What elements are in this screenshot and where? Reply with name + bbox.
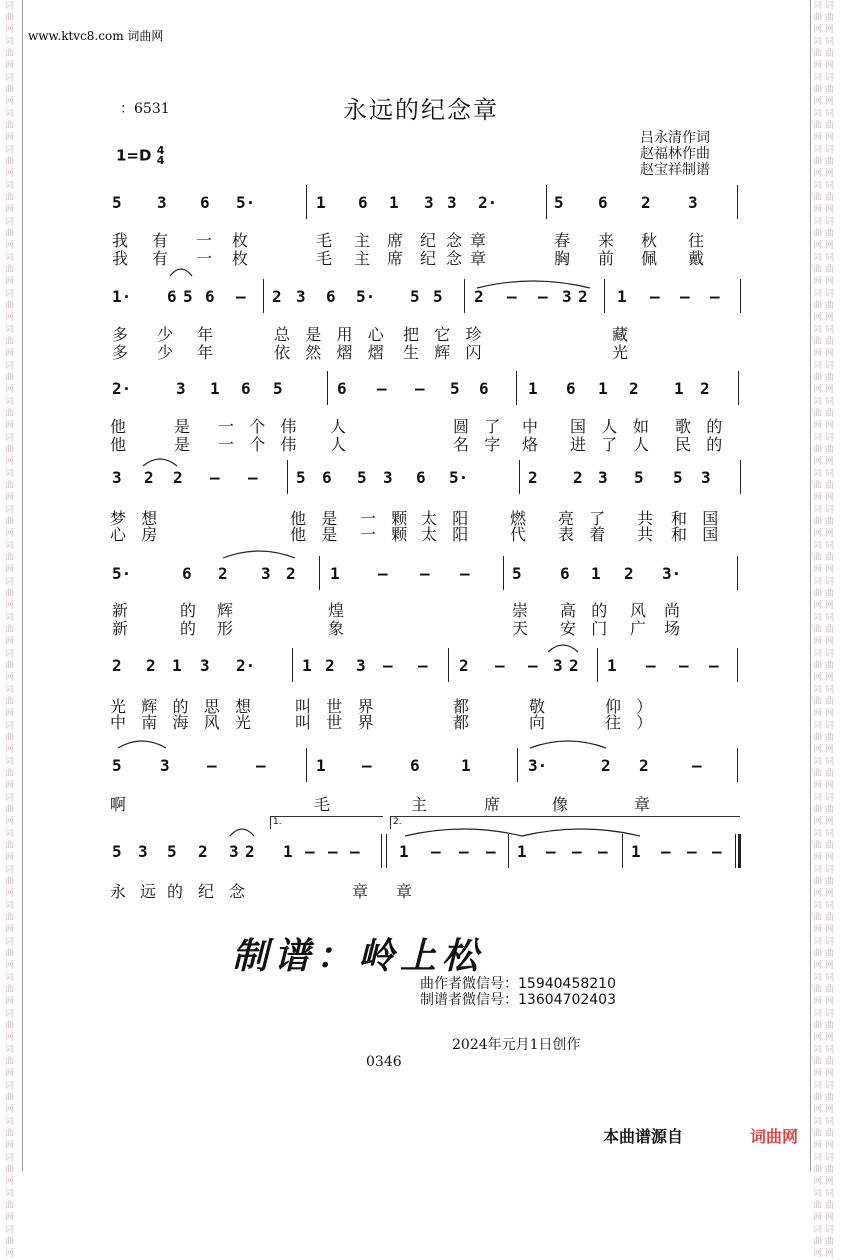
lyric-verse-1: 尚 xyxy=(664,601,681,620)
lyric-verse-2: 共 xyxy=(637,525,654,544)
score-note: 5 xyxy=(433,287,443,306)
score-note: 2 xyxy=(528,468,538,487)
score-note: 2 xyxy=(624,564,634,583)
score-note: 3 xyxy=(562,287,572,306)
score-note: 2 xyxy=(286,564,296,583)
lyric-verse-2: 代 xyxy=(510,525,527,544)
score-note: 5 xyxy=(112,842,122,861)
lyric-verse-1: 念 xyxy=(446,231,463,250)
score-note: 3 xyxy=(424,193,434,212)
slur xyxy=(477,281,590,288)
score-note: – xyxy=(692,756,702,775)
lyric-verse-2: 心 房 xyxy=(110,525,158,544)
lyric-verse-2: 主 xyxy=(354,249,371,268)
score-note: 3 xyxy=(229,842,239,861)
lyric-verse-2: 戴 xyxy=(688,249,705,268)
lyric-verse-1: 春 xyxy=(554,231,571,250)
lyric-verse-1: 多 xyxy=(112,325,129,344)
score-note: 1 xyxy=(302,656,312,675)
page-number: 0346 xyxy=(366,1054,402,1070)
score-note: 1 xyxy=(461,756,471,775)
lyric-verse-2: 人 xyxy=(633,435,650,454)
lyric-verse-1: 仰 ） xyxy=(605,697,653,716)
lyric-verse-1: 毛 xyxy=(316,231,333,250)
lyric-verse-1: 叫 世 界 xyxy=(295,697,374,716)
score-note: 2· xyxy=(236,656,256,675)
lyric-verse-1: 我 xyxy=(112,231,129,250)
volta-bracket: 1. xyxy=(270,816,383,829)
score-note: 5 xyxy=(357,468,367,487)
score-note: 5 xyxy=(554,193,564,212)
lyric-verse-2: 光 xyxy=(612,343,629,362)
score-note: 3 xyxy=(701,468,711,487)
score-note: 1 xyxy=(517,842,527,861)
lyric-verse-2: 依 然 熠 熠 xyxy=(274,343,384,362)
lyric-verse-2: 少 xyxy=(157,343,174,362)
score-note: – xyxy=(495,656,505,675)
wechat-block xyxy=(420,976,616,1008)
score-note: 1 xyxy=(389,193,399,212)
score-note: – xyxy=(538,287,548,306)
score-note: – xyxy=(712,842,722,861)
score-note: – xyxy=(650,287,660,306)
score-note: – xyxy=(646,656,656,675)
lyric-verse-1: 亮 了 xyxy=(558,509,606,528)
score-note: – xyxy=(507,287,517,306)
score-note: 5 xyxy=(410,287,420,306)
lyric-verse-1: 年 xyxy=(197,325,214,344)
key-signature: 1=D 4 4 xyxy=(116,144,165,167)
lyric-verse-2: 是 xyxy=(174,435,191,454)
score-note: 1 xyxy=(210,379,220,398)
score-note: 1 xyxy=(631,842,641,861)
lyric-verse-2: 枚 xyxy=(232,249,249,268)
lyric-verse-2: 多 xyxy=(112,343,129,362)
score-note: 5 xyxy=(634,468,644,487)
score-note: 2 xyxy=(144,468,154,487)
slur xyxy=(143,459,177,466)
transcriber-wechat: 制谱者微信号：13604702403 xyxy=(420,992,616,1008)
lyricist-credit: 吕永清作词 xyxy=(640,130,710,146)
score-note: – xyxy=(598,842,608,861)
score-note: – xyxy=(572,842,582,861)
score-note: 1 xyxy=(283,842,293,861)
score-note: 1 xyxy=(316,756,326,775)
lyric-verse-1: 章 xyxy=(396,882,413,901)
score-note: 3 xyxy=(157,193,167,212)
score-note: 2 xyxy=(573,468,583,487)
lyric-verse-1: 国 人 xyxy=(570,417,618,436)
composer-credit: 赵福林作曲 xyxy=(640,146,710,162)
score-note: – xyxy=(486,842,496,861)
lyric-verse-1: 风 xyxy=(630,601,647,620)
lyric-verse-1: 秋 xyxy=(641,231,658,250)
lyric-verse-1: 纪 xyxy=(420,231,437,250)
lyric-verse-2: 一 xyxy=(196,249,213,268)
score-note: 6 xyxy=(410,756,420,775)
score-note: – xyxy=(710,287,720,306)
lyric-verse-1: 啊 xyxy=(110,795,127,814)
score-note: 1 xyxy=(598,379,608,398)
lyric-verse-2: 都 xyxy=(453,713,470,732)
slur xyxy=(170,269,192,276)
score-note: 2 xyxy=(218,564,228,583)
score-note: – xyxy=(687,842,697,861)
lyric-verse-1: 是 xyxy=(174,417,191,436)
score-note: – xyxy=(420,564,430,583)
score-note: 6 xyxy=(205,287,215,306)
lyric-verse-2: 场 xyxy=(664,619,681,638)
lyric-verse-1: 来 xyxy=(598,231,615,250)
score-note: 3 xyxy=(138,842,148,861)
transcriber-signature: 制谱：岭上松 xyxy=(232,935,485,977)
lyric-verse-1: 念 xyxy=(229,882,246,901)
score-note: 3 xyxy=(383,468,393,487)
score-note: – xyxy=(378,564,388,583)
score-note: 1 xyxy=(591,564,601,583)
score-note: 5 xyxy=(673,468,683,487)
score-note: – xyxy=(546,842,556,861)
score-note: – xyxy=(350,842,360,861)
lyric-verse-1: 一 xyxy=(196,231,213,250)
lyric-verse-2: 广 xyxy=(630,619,647,638)
lyric-verse-2: 叫 世 界 xyxy=(295,713,374,732)
lyric-verse-1: 歌 的 xyxy=(675,417,723,436)
lyric-verse-2: 形 xyxy=(217,619,234,638)
lyric-verse-1: 圆 了 xyxy=(453,417,501,436)
lyric-verse-1: 总 是 用 心 xyxy=(274,325,384,344)
lyric-verse-2: 章 xyxy=(470,249,487,268)
lyric-verse-1: 远 xyxy=(140,882,157,901)
score-note: 1 xyxy=(617,287,627,306)
slur xyxy=(522,829,640,836)
lyric-verse-2: 向 xyxy=(529,713,546,732)
score-note: 6 xyxy=(479,379,489,398)
lyric-verse-1: 少 xyxy=(157,325,174,344)
lyric-verse-2: 太 阳 xyxy=(421,525,469,544)
score-note: 5 xyxy=(450,379,460,398)
lyric-verse-2: 毛 xyxy=(316,249,333,268)
lyric-verse-1: 梦 想 xyxy=(110,509,158,528)
lyric-verse-1: 一 颗 xyxy=(360,509,408,528)
lyric-verse-1: 都 xyxy=(453,697,470,716)
score-note: 2 xyxy=(325,656,335,675)
lyric-verse-1: 和 国 xyxy=(671,509,719,528)
score-note: – xyxy=(377,379,387,398)
score-note: 6 xyxy=(560,564,570,583)
slur xyxy=(230,829,254,836)
score-note: – xyxy=(236,287,246,306)
score-note: 3 xyxy=(553,656,563,675)
score-note: 1 xyxy=(607,656,617,675)
score-note: 3 xyxy=(261,564,271,583)
song-code: ：6531 xyxy=(120,101,170,117)
lyric-verse-1: 新 xyxy=(112,601,129,620)
score-note: – xyxy=(207,756,217,775)
score-note: 6 xyxy=(182,564,192,583)
lyric-verse-1: 共 xyxy=(637,509,654,528)
score-note: 3 xyxy=(176,379,186,398)
lyric-verse-2: 前 xyxy=(598,249,615,268)
lyric-verse-2: 烙 xyxy=(522,435,539,454)
lyric-verse-1: 有 xyxy=(152,231,169,250)
score-note: 5 xyxy=(183,287,193,306)
lyric-verse-2: 有 xyxy=(152,249,169,268)
score-note: 3 xyxy=(688,193,698,212)
score-note: 2 xyxy=(639,756,649,775)
slur xyxy=(118,741,166,748)
lyric-verse-2: 席 xyxy=(387,249,404,268)
creation-date: 2024年元月1日创作 xyxy=(452,1037,581,1053)
score-note: 5· xyxy=(112,564,132,583)
lyric-verse-1: 辉 xyxy=(217,601,234,620)
score-note: 2 xyxy=(272,287,282,306)
lyric-verse-1: 他 是 xyxy=(290,509,338,528)
score-note: 5 xyxy=(112,756,122,775)
score-note: 2· xyxy=(112,379,132,398)
score-note: – xyxy=(528,656,538,675)
score-note: 2 xyxy=(641,193,651,212)
watermark-text: 词曲网词曲网词曲网词曲网词曲网词曲网词曲网词曲网词曲网词曲网词曲网词曲网词曲网词曲网词曲网词曲网词曲网词曲网词曲网词曲网词曲网词曲网词曲网词曲网词曲网词曲网词曲网词曲网词曲网词曲网词曲网词曲网词曲网词曲网词曲网 xyxy=(5,1,15,1259)
score-note: 6 xyxy=(598,193,608,212)
lyric-verse-2: 安 门 xyxy=(560,619,608,638)
lyric-verse-1: 光 辉 的 思 想 xyxy=(110,697,252,716)
score-note: 3 xyxy=(200,656,210,675)
score-note: 5· xyxy=(449,468,469,487)
score-note: – xyxy=(661,842,671,861)
score-note: – xyxy=(362,756,372,775)
score-note: 5 xyxy=(296,468,306,487)
volta-bracket: 2. xyxy=(390,816,740,829)
lyric-verse-1: 崇 xyxy=(512,601,529,620)
composer-wechat: 曲作者微信号：15940458210 xyxy=(420,976,616,992)
score-note: 6 xyxy=(337,379,347,398)
lyric-verse-1: 纪 xyxy=(198,882,215,901)
score-note: 1 xyxy=(330,564,340,583)
score-note: 2 xyxy=(629,379,639,398)
score-note: – xyxy=(383,656,393,675)
lyric-verse-1: 中 xyxy=(522,417,539,436)
score-note: 2 xyxy=(578,287,588,306)
score-note: – xyxy=(305,842,315,861)
lyric-verse-2: 往 ） xyxy=(605,713,653,732)
lyric-verse-1: 席 xyxy=(484,795,501,814)
score-note: 5 xyxy=(112,193,122,212)
lyric-verse-1: 高 的 xyxy=(560,601,608,620)
lyric-verse-2: 进 了 xyxy=(570,435,618,454)
score-note: 1 xyxy=(399,842,409,861)
slur xyxy=(405,829,522,836)
score-note: 6 xyxy=(358,193,368,212)
lyric-verse-2: 表 着 xyxy=(558,525,606,544)
lyric-verse-1: 敬 xyxy=(529,697,546,716)
lyric-verse-1: 章 xyxy=(470,231,487,250)
score-note: 5 xyxy=(512,564,522,583)
score-note: 2 xyxy=(459,656,469,675)
score-note: 1 xyxy=(172,656,182,675)
score-note: 5· xyxy=(356,287,376,306)
score-note: 5 xyxy=(167,842,177,861)
score-note: 3 xyxy=(112,468,122,487)
score-note: – xyxy=(248,468,258,487)
score-note: – xyxy=(679,656,689,675)
lyric-verse-2: 他 xyxy=(110,435,127,454)
lyric-verse-1: 席 xyxy=(387,231,404,250)
score-note: 1 xyxy=(316,193,326,212)
lyric-verse-2: 人 xyxy=(330,435,347,454)
lyric-verse-1: 主 xyxy=(411,795,428,814)
lyric-verse-2: 我 xyxy=(112,249,129,268)
score-note: 6 xyxy=(566,379,576,398)
score-note: – xyxy=(210,468,220,487)
score-note: 3· xyxy=(662,564,682,583)
lyric-verse-1: 藏 xyxy=(612,325,629,344)
lyric-verse-2: 一 个 伟 xyxy=(218,435,297,454)
score-note: 2· xyxy=(478,193,498,212)
lyric-verse-2: 民 的 xyxy=(675,435,723,454)
lyric-verse-2: 生 辉 闪 xyxy=(403,343,482,362)
score-note: 1 xyxy=(674,379,684,398)
lyric-verse-2: 中 南 海 风 光 xyxy=(110,713,252,732)
lyric-verse-2: 新 xyxy=(112,619,129,638)
lyric-verse-2: 名 字 xyxy=(453,435,501,454)
score-note: – xyxy=(680,287,690,306)
score-note: – xyxy=(256,756,266,775)
score-note: – xyxy=(460,564,470,583)
lyric-verse-1: 往 xyxy=(688,231,705,250)
lyric-verse-1: 人 xyxy=(330,417,347,436)
lyric-verse-1: 燃 xyxy=(510,509,527,528)
score-note: – xyxy=(459,842,469,861)
lyric-verse-1: 的 xyxy=(167,882,184,901)
score-note: 6 xyxy=(322,468,332,487)
source-label: 本曲谱源自 xyxy=(603,1127,684,1146)
score-note: 6 xyxy=(326,287,336,306)
lyric-verse-2: 纪 xyxy=(420,249,437,268)
lyric-verse-1: 主 xyxy=(354,231,371,250)
lyric-verse-1: 一 个 伟 xyxy=(218,417,297,436)
slur xyxy=(548,645,578,652)
score-note: 3 xyxy=(356,656,366,675)
score-note: 2 xyxy=(601,756,611,775)
score-note: 2 xyxy=(198,842,208,861)
right-inner-watermark: 词曲网词曲网词曲网词曲网词曲网词曲网词曲网词曲网词曲网词曲网词曲网词曲网词曲网词曲网词曲网词曲网词曲网词曲网词曲网词曲网词曲网词曲网词曲网词曲网词曲网词曲网词曲网词曲网词曲网词曲网词曲网词曲网词曲网词曲网词曲网 xyxy=(813,1,823,1259)
lyric-verse-1: 太 阳 xyxy=(421,509,469,528)
lyric-verse-1: 把 它 珍 xyxy=(403,325,482,344)
lyric-verse-1: 章 xyxy=(634,795,651,814)
score-note: 2 xyxy=(569,656,579,675)
score-note: – xyxy=(415,379,425,398)
score-note: 6 xyxy=(416,468,426,487)
score-note: 5· xyxy=(236,193,256,212)
lyric-verse-1: 的 xyxy=(180,601,197,620)
score-note: 3 xyxy=(598,468,608,487)
lyric-verse-2: 他 是 xyxy=(290,525,338,544)
score-note: 6 xyxy=(167,287,177,306)
lyric-verse-1: 永 xyxy=(110,882,127,901)
lyric-verse-1: 像 xyxy=(552,795,569,814)
score-note: 1· xyxy=(112,287,132,306)
score-note: 2 xyxy=(474,287,484,306)
lyric-verse-2: 一 颗 xyxy=(360,525,408,544)
song-title: 永远的纪念章 xyxy=(343,96,499,124)
watermark-text: 词曲网词曲网词曲网词曲网词曲网词曲网词曲网词曲网词曲网词曲网词曲网词曲网词曲网词曲网词曲网词曲网词曲网词曲网词曲网词曲网词曲网词曲网词曲网词曲网词曲网词曲网词曲网词曲网词曲网词曲网词曲网词曲网词曲网词曲网词曲网 xyxy=(825,1,835,1259)
lyric-verse-1: 他 xyxy=(110,417,127,436)
score-note: – xyxy=(328,842,338,861)
score-note: 6 xyxy=(200,193,210,212)
score-note: 3· xyxy=(528,756,548,775)
lyric-verse-1: 毛 xyxy=(314,795,331,814)
lyric-verse-2: 佩 xyxy=(641,249,658,268)
score-note: 5 xyxy=(273,379,283,398)
lyric-verse-2: 念 xyxy=(446,249,463,268)
source-brand[interactable]: 词曲网 xyxy=(750,1127,799,1146)
score-note: – xyxy=(431,842,441,861)
lyric-verse-1: 煌 xyxy=(328,601,345,620)
lyric-verse-2: 天 xyxy=(512,619,529,638)
slur xyxy=(530,741,606,748)
score-note: – xyxy=(709,656,719,675)
score-note: 3 xyxy=(296,287,306,306)
score-note: 2 xyxy=(173,468,183,487)
score-note: 2 xyxy=(245,842,255,861)
lyric-verse-2: 胸 xyxy=(554,249,571,268)
score-note: 2 xyxy=(112,656,122,675)
score-note: 1 xyxy=(528,379,538,398)
lyric-verse-2: 象 xyxy=(328,619,345,638)
transcriber-credit: 赵宝祥制谱 xyxy=(640,162,710,178)
score-note: 3 xyxy=(160,756,170,775)
lyric-verse-1: 枚 xyxy=(232,231,249,250)
slur xyxy=(223,551,295,558)
lyric-verse-2: 和 国 xyxy=(671,525,719,544)
score-note: 2 xyxy=(146,656,156,675)
score-note: 6 xyxy=(241,379,251,398)
score-note: 3 xyxy=(447,193,457,212)
site-url[interactable]: www.ktvc8.com 词曲网 xyxy=(28,29,164,43)
lyric-verse-2: 的 xyxy=(180,619,197,638)
score-note: 2 xyxy=(700,379,710,398)
lyric-verse-2: 年 xyxy=(197,343,214,362)
score-note: – xyxy=(418,656,428,675)
lyric-verse-1: 如 xyxy=(633,417,650,436)
lyric-verse-1: 章 xyxy=(352,882,369,901)
